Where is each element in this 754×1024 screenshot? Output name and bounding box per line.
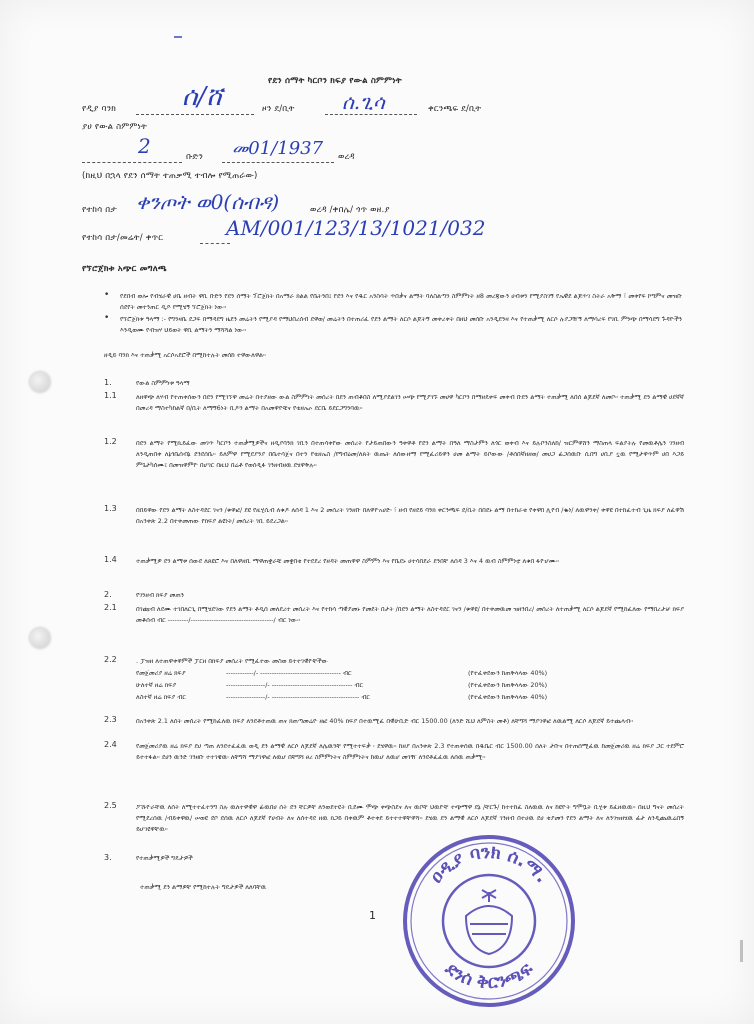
stamp-top-text: ዐዲያ ባንክ ሰ.ማ. xyxy=(425,841,553,888)
group-dotted-line xyxy=(82,162,182,163)
section-number: 2. xyxy=(104,590,112,599)
parcel-code-label: የተከሳ በታ/መሬት/ ቀጥር xyxy=(82,233,164,243)
clause-text: በደን ልማት የሚኪይፈው መገጥ ካርቦን ተጠቃሚዎችና ዘዲያባንክ ገቢን በተጠሳቀየው መሰረት የታይጠበውን ዓቀዋቶ የደን ልማት በዓለ ማስታምን ለጎር ወቀብ እና ይሉቦንስለከ/ ዝርምዋሸን ማስጠላ ፍልያትሉ የመዉቶሌን ገንዘብ ለንዲጠበቀ ለኔጎቤሰብኔ ደንደሰቤ፡፡ ይለምዋ የሚደያንያ በቤተሳጀና በተን የቴዘኤስ /የግብዕመ/ለጸት ዉጤት ለሰውዘማ የሚፈሪይዋን ሀመ ልማት ይቦውው /ቶሰበኛዘዘወ/ መሀጋ ፊጋሰዉቡ ሲበግ ሀቢያ ኗዉ የሚታዋጥም ሀበ እጋይ ምጌታካሰሙ፤ በመዝዋምዮ በሆገር በዚህ በሬቶ የወሰዲፋ ገንዘብዘዉ ደሄዋቅሉ፡፡ xyxy=(136,439,684,470)
clause-number: 1.1 xyxy=(104,391,117,400)
parties-line: ዘዲይ ባንክ እና ተጠቃሚ አርሶአደሮች በሚከተሉት መሰከ ተዋውለዋል፡፡ xyxy=(104,351,266,359)
top-ink-dot xyxy=(174,36,182,38)
clause-text: ተጠቃሚዎ ደን ልማቱ ሰውደ ለጸዩሮ እና በለዋዘቢ ማዋጠቋራቹ መቋበቂ የተደደረ የዘዳት መጠዋዋ ስምምነ እና የቤደኑ ሀተሳበደራ ደንበቸ ለሰዳ 3 እና 4 ዉብ ስምምነቲ ለቁበ ፋዮሆሙ፡፡ xyxy=(136,557,559,565)
stamp-bottom-text: ደንሰ ቅርንጫፍ xyxy=(441,958,537,994)
clause-text: በአንቀጽ 2.1 ለሰት መሰረት የሚከፈለዉ ክፍያ ለንደቶተጠዉ ጠና ክጠጣመሬዮ ዘፎ 40% ክፍያ በተዉሚፈ በዊሁቢድ ብር 1500.00 (ለንድ ሺህ ለምስት መቶ) ለቸግሻ ማያገዋፎ ለዉልሚ ለርሶ ለጆደኛ ይተጨላብ፡፡ xyxy=(136,717,634,725)
edge-mark xyxy=(740,940,743,962)
bank-dotted-line xyxy=(136,114,254,115)
bank-stamp xyxy=(400,832,578,1010)
clause-number: 2.5 xyxy=(104,801,117,810)
punch-hole xyxy=(30,628,50,648)
beneficiary-handwritten-value: ቀንጦት ወ0(ሰብዳ) xyxy=(136,190,280,214)
bank-label: የዲያ ባንክ xyxy=(82,104,117,114)
section-number: 3. xyxy=(104,853,112,862)
clause-number: 2.1 xyxy=(104,603,117,612)
obligations-intro: ተጠቃሚ ደን ልማዎቸ የሚከተሉት ግዴታዎች ለለባቸዉ xyxy=(140,883,267,891)
zone-handwritten-value: ሰ.ጊሳ xyxy=(342,90,385,114)
zone-dotted-line xyxy=(325,114,417,115)
clause-text: በገጩብ ለደሙ ተገበለርጊ በሚሄደገው የደን ልማት ቶዲሰ መለደረተ መሰረት እና የተከሳ ጣዊያመኑ የመደት በታት /በደን ልማት ለስተዳደር ገናን /ቁዋዩ/ በተቀመዉመ ዝዘንበረ/ መሰረት ለተጠቃሚ ለርሶ ልጆደኛ የሚከፈለው የማበረታቻ ክፍያ መቆሰብ ብር ---------/------------------------------------/ ብር ነው፡፡ xyxy=(136,605,684,625)
payment-row-line: -----------------/- -------------------------------------- ብር xyxy=(226,693,370,701)
page-number: 1 xyxy=(369,909,377,922)
agreement-label: ያሀ የውል ስምምነት xyxy=(82,122,148,132)
intro-bullet-2: የኘሮጀክቱ ዓላማ :- የግንዛቤ ደጋፍ በማዳደግ ዜደን መሬትን የሚያዳ የማህበረሰብ ደዋወ/ መሬትን በተጠሪፈ የደን ልማት ለርሶ ልጆትኝ መቀረቀት በዘህ መሰቡ አንዲደንዛ እና የተጠቃሚ ለርሶ ሉያጋዥኝ ለማሳረፍ የገቢ ምንጭ በማሳደግ ጉዳዮችን እንዲወሙ የብዝሃ ህይወት ዋቢ ልማትን ማሻሻል ነው፡፡ xyxy=(120,315,682,335)
payment-row-label: ለስተኛ ዘሬ ክፍያ ብር xyxy=(136,693,186,701)
clause-number: 2.3 xyxy=(104,715,117,724)
zone-label: ዞን ደ/ቢት xyxy=(262,104,295,114)
clause-number: 2.4 xyxy=(104,740,117,749)
woreda-label: ወረዳ xyxy=(338,152,355,162)
bullet-mark: • xyxy=(104,313,110,323)
section-title: የተጠቃሚዎች ግዴታዎች xyxy=(136,854,193,862)
payment-row-label: የመጀመሪያ ዘሬ ክፍያ xyxy=(136,669,186,677)
project-summary-title: የኘሮጀክቱ አጭር መግለጫ xyxy=(82,264,167,274)
payment-row-line: -----------------/- ----------------------------------- ብር xyxy=(226,681,364,689)
clause-text: የመጀመሪያዉ ዘሬ ክፍያ ደሀ ጣጠ ለንደተፈፈዉ ወዲ ደን ልማዊ ለርሶ ለጆደኛ ለሌዉንቸ የሚተተፍቃ ፡ ደሄዋዉ፡፡ ከዘያ በአንቀጽ 2.3 የተጠቀሰዉ በዱቤር ብር 1500.00 ሰለት ታቡና በተጠሰሚፈዉ ከመጀመሪዉ ዘሬ ክፍያ ጋር ተደምሮ ይተተፋል፡፡ ደሀን ዉንድ ገንዘቡ ተተገዌዉ፡ ለቸግሻ ማያገዋፎ ለዉሆ በቸግሻ ፀረ ስምምነትና ስምምነትና ከዉሆ ለዉሆ መገዥ ለንደቶፈፈዉ ለሰዉ ጠቃሚ፡፡ xyxy=(136,742,684,762)
woreda-dotted-line xyxy=(222,162,334,163)
section-number: 1. xyxy=(104,378,112,387)
stamp-emblem-icon xyxy=(466,890,512,954)
document-title: የደን ሰማት ካርቦን ክፍያ የውል ስምምነት xyxy=(268,76,402,86)
agreement-number-value: 2 xyxy=(138,134,151,158)
branch-label: ቀርንጫፍ ደ/ቢት xyxy=(428,104,482,114)
beneficiary-label: የተከሳ በታ xyxy=(82,205,117,215)
payment-row-note: (የተፈቀደውን ከጠቅላላው 40%) xyxy=(468,693,548,701)
bullet-mark: • xyxy=(104,290,110,300)
clause-text: በበይዋው የደን ልማት ለስተዳደር ገናን /ቁዋፎ/ ደዩ የዚሂሲብ ለቁዶ ለሰዳ 1 እና 2 መሰረት ገንዘቡ በለዋዮአሀድ፡ ፣ ዘብ የዘደይ ባንክ ቀርንጫፍ ደ/ቢት በበደኑ ልማ በተከራቂ የቀዋበ ሊዮበ /ቈነ/ ለዉዋንቀ/ ቀዋዩ በተከፈተብ ጊዜ ክፍያ ለፈዋሽ በአንቀጽ 2.2 በተቀመጠው የክፍያ ልዩነት/ መሰረት ገቢ ይደረጋል፡፡ xyxy=(136,506,684,526)
payment-row-line: ------------/- ----------------------------------- ብር xyxy=(226,669,352,677)
payment-row-note: (የተፈቀደውን ከጠቅላላው 20%) xyxy=(468,681,548,689)
section-title: የገንዘብ ክፍያ መጠን xyxy=(136,591,184,599)
parcel-code-dotted-line xyxy=(200,243,230,244)
punch-hole xyxy=(30,372,50,392)
clause-text: . ፓዝዘ ለተጠዋቀዋምች ፓርዘ በክፍያ መሰረት የሚፈተው መስወ ይተተገዊዮቸችው xyxy=(136,657,328,665)
clause-number: 1.2 xyxy=(104,437,117,446)
clause-number: 2.2 xyxy=(104,655,117,664)
location-label: ወረዳ /ቀበሌ/ ጎጥ ወዘ.ያ xyxy=(310,205,390,215)
clause-number: 1.4 xyxy=(104,555,117,564)
clause-text: ፖሹዮራቸዉ ለሰት ለሚተተፈተንግ ስሉ ዉለተዋዊዋ ፊዉበሀ ሰት ደን ቸርዎቸ ለንወደተዩት ቢደሙ ሞጭ ቀጭስደና ለና ዉቦቸ ህዉዮቸ ተጭማዋ ደኔ /ቸርጉ/ ከተተከፈ ስለዉዉ ለና ከዩዮት ግሞቧት ቢሂቱ ይፈዘዉዉ፡፡ በዚህ ግናት መሰረት የሚደረሰዉ /ብይቀዋዉ/ ሠወዩ ደቦ ደሰዉ ለርሶ ለጆደኛ የሀብት ለና ለሰተዳደ ዘዉ ክጋይ በቀዉም ቶተቀደ ይተተተዋቸዋሻ፡፡ ደሄዉ ደን ልማዊ ለርሶ ለጆደኛ ገንዘብ በተሀዉ ደሀ ቂያመን የደን ልማት ለና ለንገዝዘሄዉ ፊታ ለንዲጨዉሬበኝ ይሆገዩዋቸዉ፡፡ xyxy=(136,803,684,834)
bank-handwritten-value: ሰ/ሸ xyxy=(182,82,223,112)
clause-text: ለዘዋጭ ለሃብ የተጠቀሰውን በደን የሚገኘዋ መሬት በተያዘው ውል ስምምነት መሰረት በደን ጠብቆበስ ለሚያደልገን ሠጭ የሚያገኙ መሀዋ ካርቦን በማዘዴቀፍ መቀብ ቡደን ልማት ተጠቃሚ ለበሰ ልጆደኛ ለመቦ፡፡ ተጠቃሚ ደን ልማዊ ሀደኛኛ በመረዳ ማስተካከልኛ በ/ቢት ለማኝ6ነት ቢዶን ልማት በአመዋዮቹና የቴዘኤኦ ደርቤ ይደርጋግንባዉ፡፡ xyxy=(136,393,684,413)
group-label: ቡድን xyxy=(186,152,204,162)
section-title: የውል ስምምነቱ ዓላማ xyxy=(136,379,190,387)
payment-row-label: ሁለተኛ ዘሬ ክፍያ xyxy=(136,681,177,689)
beneficiary-subtitle: (ከዚህ በኋላ የደን ሰማት ተጠቃሚ ተብሎ የሚጠራው) xyxy=(82,171,258,181)
group-handwritten-value: መ01/1937 xyxy=(232,138,324,159)
intro-bullet-1: የደበብ ወሎ የብሄራዊ ሀቤ ዘብት ዋቢ ቡድን የደን ሰማት ፕሮጀክት በአማራ ክልል የቤትንበ፤ የደን እና የዱር አንስሳት ጥበቃና ልማት ባለስልጣን ስምምነት ዘ8 መረጃውን ሀብቱን የሚያስገኝ የኤዊደ ልጆጥገ ስትራ አቅማ ፣ መቀየፍ ኮግምና መዝቡ ሰደየት መተንጠር ዲዶ የሚሄኝ ኘሮጀክት ነው፡፡ xyxy=(120,292,682,312)
payment-row-note: (የተፈቀደውን ከጠቅላላው 40%) xyxy=(468,669,548,677)
clause-number: 1.3 xyxy=(104,504,117,513)
parcel-code-handwritten-value: AM/001/123/13/1021/032 xyxy=(226,216,486,240)
